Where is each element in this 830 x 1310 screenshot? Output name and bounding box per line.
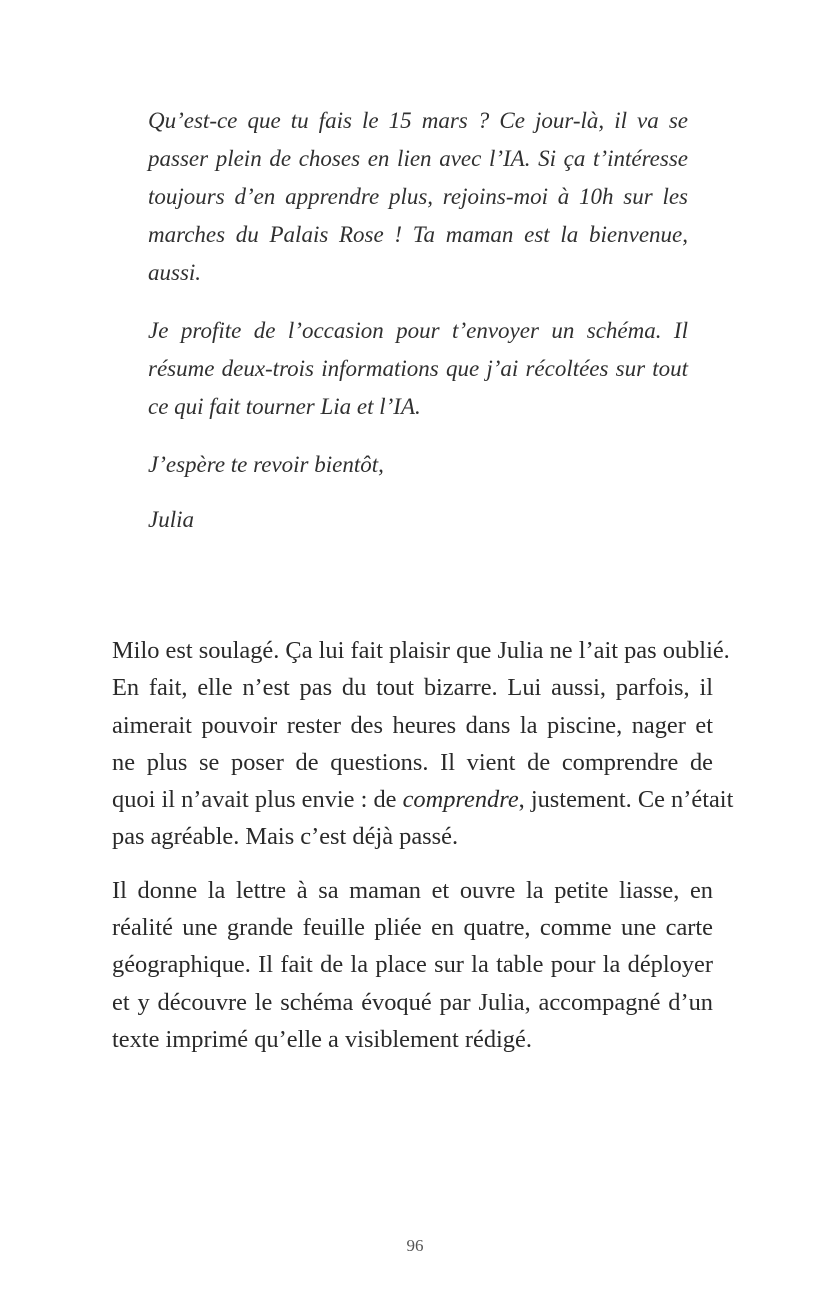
letter-line: Qu’est-ce que tu fais le 15 mars ? Ce jour-là, il va se	[148, 108, 688, 133]
text-line: et y découvre le schéma évoqué par Julia, accompagné d’un	[112, 988, 713, 1016]
letter-line: passer plein de choses en lien avec l’IA. Si ça t’intéresse	[148, 146, 688, 171]
narrative-paragraph-2	[112, 872, 713, 1058]
letter-closing: J’espère te revoir bientôt,	[148, 452, 384, 477]
text-line: géographique. Il fait de la place sur la table pour la déployer	[112, 951, 713, 979]
text-line	[112, 781, 734, 818]
text-line: Il donne la lettre à sa maman et ouvre la petite liasse, en	[112, 876, 713, 904]
letter-excerpt	[148, 102, 688, 556]
page-number: 96	[406, 1236, 424, 1255]
text-line: Milo est soulagé. Ça lui fait plaisir que Julia ne l’ait pas oublié.	[112, 637, 730, 664]
letter-line: toujours d’en apprendre plus, rejoins-moi à 10h sur les	[148, 184, 688, 209]
letter-line: aussi.	[148, 260, 202, 285]
text-line: texte imprimé qu’elle a visiblement rédigé.	[112, 1025, 532, 1053]
text-line: réalité une grande feuille pliée en quatre, comme une carte	[112, 914, 713, 942]
narrative-paragraph-1	[112, 632, 734, 856]
letter-paragraph-2	[148, 312, 688, 426]
text-line: pas agréable. Mais c’est déjà passé.	[112, 823, 459, 851]
text-line: En fait, elle n’est pas du tout bizarre. Lui aussi, parfois, il	[112, 674, 713, 702]
text-line: aimerait pouvoir rester des heures dans la piscine, nager et	[112, 711, 713, 739]
narrative-text	[112, 632, 734, 1074]
letter-line: Je profite de l’occasion pour t’envoyer un schéma. Il	[148, 318, 688, 343]
letter-line: ce qui fait tourner Lia et l’IA.	[148, 394, 421, 419]
emphasized-word: comprendre	[402, 786, 519, 814]
text-line: ne plus se poser de questions. Il vient de comprendre de	[112, 748, 713, 776]
letter-paragraph-1	[148, 102, 688, 292]
text-fragment: , justement. Ce n’était	[518, 786, 734, 814]
letter-line: marches du Palais Rose ! Ta maman est la bienvenue,	[148, 222, 688, 247]
letter-line: résume deux-trois informations que j’ai récoltées sur tout	[148, 356, 688, 381]
text-fragment: quoi il n’avait plus envie : de	[112, 786, 403, 814]
letter-signature: Julia	[148, 507, 194, 532]
